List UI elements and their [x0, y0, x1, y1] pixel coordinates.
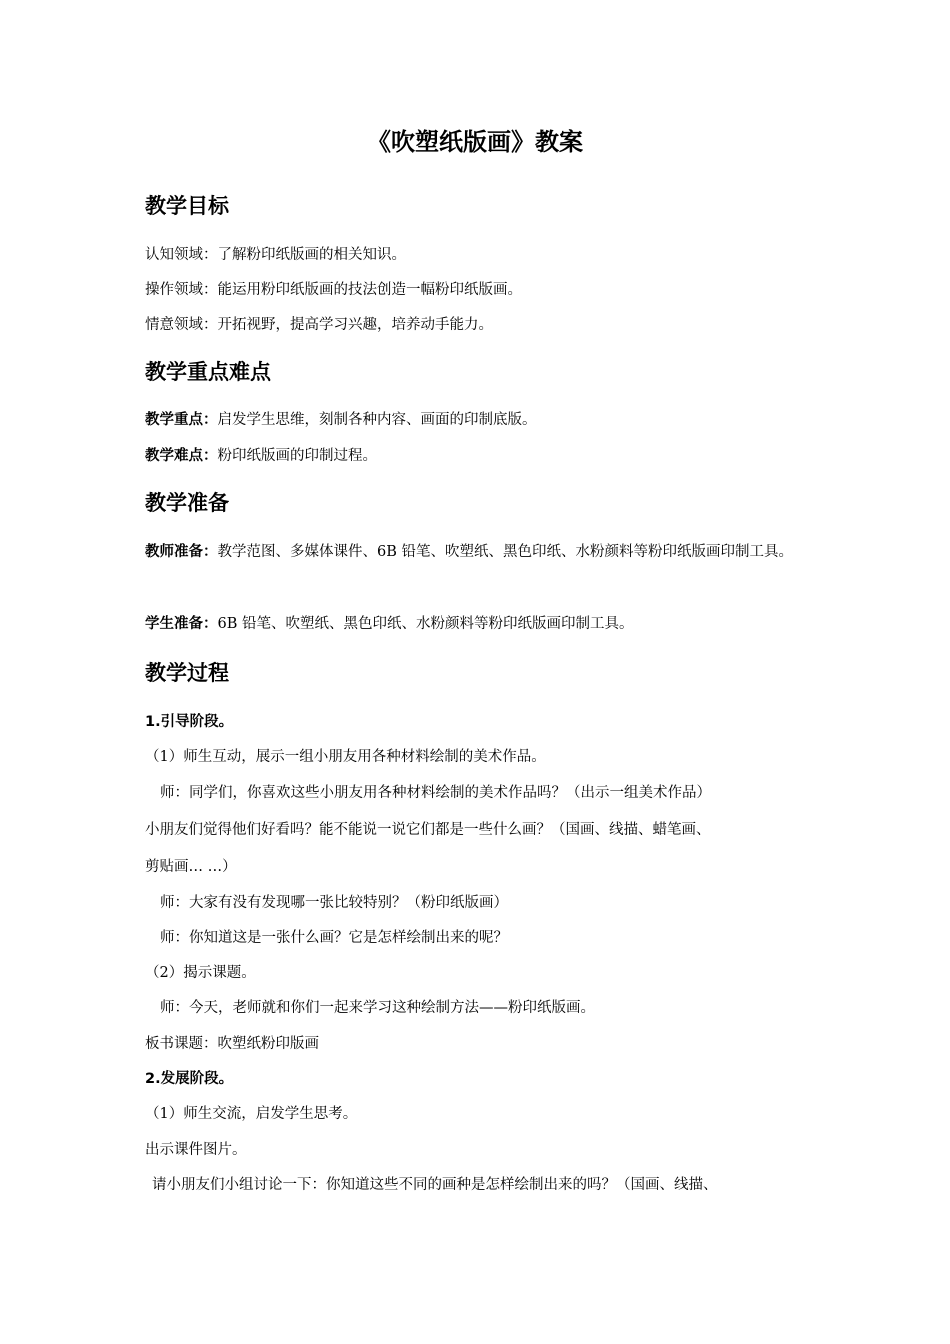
key-point-text: 启发学生思维，刻制各种内容、画面的印制底版。 — [217, 412, 537, 428]
step1-paragraph-8: 师：今天，老师就和你们一起来学习这种绘制方法——粉印纸版画。 — [160, 1000, 595, 1016]
heading-process: 教学过程 — [145, 661, 229, 685]
step1-paragraph-7: （2）揭示课题。 — [145, 965, 256, 981]
student-prep-label: 学生准备： — [145, 616, 218, 632]
student-prep-text: 6B 铅笔、吹塑纸、黑色印纸、水粉颜料等粉印纸版画印制工具。 — [217, 616, 634, 632]
teacher-prep-label: 教师准备： — [145, 544, 218, 560]
student-prep-line — [145, 613, 634, 635]
step2-paragraph-2: 出示课件图片。 — [145, 1142, 247, 1158]
step1-paragraph-1: （1）师生互动，展示一组小朋友用各种材料绘制的美术作品。 — [145, 749, 546, 765]
step1-paragraph-2: 师：同学们，你喜欢这些小朋友用各种材料绘制的美术作品吗？（出示一组美术作品） — [160, 785, 711, 801]
heading-teaching-goals: 教学目标 — [145, 194, 229, 218]
step1-paragraph-5: 师：大家有没有发现哪一张比较特别？（粉印纸版画） — [160, 895, 508, 911]
goal-emotion: 情意领域：开拓视野，提高学习兴趣，培养动手能力。 — [145, 317, 493, 333]
difficulty-line — [145, 445, 377, 467]
goal-operation: 操作领域：能运用粉印纸版画的技法创造一幅粉印纸版画。 — [145, 282, 522, 298]
heading-key-points: 教学重点难点 — [145, 360, 271, 384]
document-title: 《吹塑纸版画》教案 — [367, 128, 583, 156]
key-point-label: 教学重点： — [145, 412, 218, 428]
step1-paragraph-6: 师：你知道这是一张什么画？它是怎样绘制出来的呢？ — [160, 930, 508, 946]
difficulty-text: 粉印纸版画的印制过程。 — [217, 448, 377, 464]
key-point-line — [145, 409, 537, 431]
step1-paragraph-4: 剪贴画… …） — [145, 859, 237, 875]
step1-paragraph-9: 板书课题：吹塑纸粉印版画 — [145, 1036, 319, 1052]
teacher-prep-text: 教学范图、多媒体课件、6B 铅笔、吹塑纸、黑色印纸、水粉颜料等粉印纸版画印制工具。 — [217, 544, 793, 560]
step2-paragraph-1: （1）师生交流，启发学生思考。 — [145, 1106, 358, 1122]
goal-cognitive: 认知领域：了解粉印纸版画的相关知识。 — [145, 247, 406, 263]
step1-paragraph-3: 小朋友们觉得他们好看吗？能不能说一说它们都是一些什么画？（国画、线描、蜡笔画、 — [145, 822, 711, 838]
step1-title: 1.引导阶段。 — [145, 714, 234, 730]
step2-title: 2.发展阶段。 — [145, 1071, 234, 1087]
step2-paragraph-3: 请小朋友们小组讨论一下：你知道这些不同的画种是怎样绘制出来的吗？（国画、线描、 — [152, 1177, 718, 1193]
teacher-prep-line — [145, 534, 810, 571]
difficulty-label: 教学难点： — [145, 448, 218, 464]
heading-preparation: 教学准备 — [145, 491, 229, 515]
